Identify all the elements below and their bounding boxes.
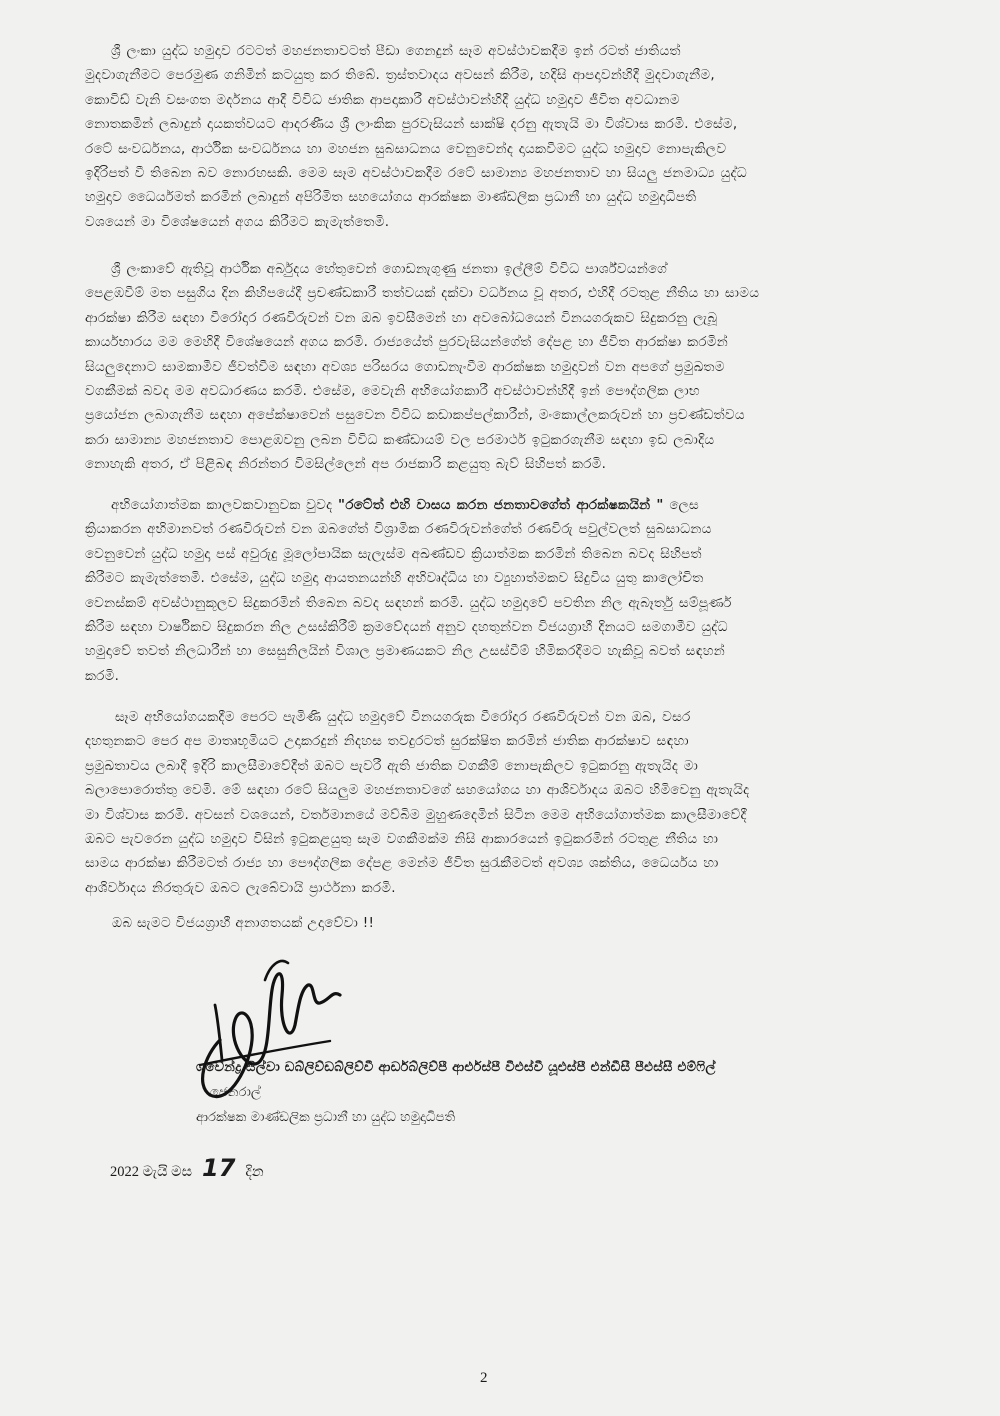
paragraph-line: වගකීමක් බවද මම අවධාරණය කරමි. එසේම, මෙවැනි අභියෝගකාරී අවස්ථාවන්හිදී ඉන් පෞද්ගලික ලාභ [85,384,700,400]
paragraph-line: සියලුදෙනාට සාමකාමීව ජීවත්වීම සඳහා අවශ්‍ය පරිසරය ගොඩනැංවීම ආරක්ෂක හමුදාවන් වන අපගේ ප්‍රමුඛතම [85,359,725,375]
paragraph-line: රටේ සංවර්ධනය, ආර්ථික සංවර්ධනය හා මහජන සුබසාධනය වෙනුවෙන්ද දායකවීමට යුද්ධ හමුදාව නොපැකිලව [85,141,727,157]
emphasized-quote: "රටේත් එහි වාසය කරන ජනතාවගේත් ආරක්ෂකයින් " [338,498,664,513]
paragraph-line: මුදවාගැනීමට පෙරමුණ ගනිමින් කටයුතු කර තිබේ. ත්‍රස්තවාදය අවසන් කිරීම, හදිසි ආපදාවන්හිදී මුදවාගැනීම, [85,68,715,84]
paragraph-line: කරමි. [85,668,120,684]
paragraph-1 [85,40,917,235]
paragraph-line: ආරක්ෂා කිරීම සඳහා වීරෝදාර රණවිරුවන් වන ඔබ ඉවසීමෙන් හා අවබෝධයෙන් විනයගරුකව සිදුකරනු ලැබූ [85,310,718,326]
paragraph-line: පෙළඹවීම් මත පසුගිය දින කිහිපයේදී ප්‍රචණ්ඩකාරී තත්වයක් දක්වා වර්ධනය වූ අතර, එහිදී රටතුළ නීතිය හා සාමය [85,286,760,302]
paragraph-3 [85,494,917,689]
paragraph-line: කිරීමට කැමැත්තෙමි. එසේම, යුද්ධ හමුදා ආයතනයන්හි අභිවෘද්ධිය හා ව්‍යුහාත්මකව සිදුවිය යුතු කාලෝචිත [85,571,704,587]
paragraph-line: සෑම අභියෝගයකදීම පෙරට පැමිණි යුද්ධ හමුදාවේ විනයගරුක වීරෝදාර රණවිරුවන් වන ඔබ, වසර [115,710,691,725]
paragraph-line: හමුදාව ධෛර්යමත් කරමින් ලබාදුන් අපිරිමිත සහයෝගය ආරක්ෂක මාණ්ඩලික ප්‍රධානී හා යුද්ධ හමුදාධිපති [85,190,697,206]
paragraph-line: කොවිඩ් වැනි වසංගත මර්දනය ආදී විවිධ ජාතික ආපදාකාරී අවස්ථාවන්හිදී යුද්ධ හමුදාව ජීවිත අවධානම [85,92,680,108]
page-number: 2 [480,1370,488,1386]
closing-wish: ඔබ සැමට විජයග්‍රාහී අනාගතයක් උදාවේවා !! [112,915,375,931]
paragraph-line: කිරීම සඳහා වාර්ෂිකව සිදුකරන නිල උසස්කිරීම් ක්‍රමවේදයන් අනුව දහතුන්වන විජයග්‍රාහී දිනයට සමගාමීව යුද්ධ [85,620,728,636]
date-line [110,1154,264,1182]
paragraph-2 [85,258,917,478]
paragraph-line: කාර්යභාරය මම මෙහිදී විශේෂයෙන් අගය කරමි. රාජ්‍යයේත් පුරවැසියන්ගේත් දේපළ හා ජීවිත ආරක්ෂා කරමින් [85,335,729,351]
paragraph-line [85,494,917,518]
signatory-rank: ජෙනරාල් [210,1085,261,1100]
line-prefix: අභියෝගාත්මක කාලවකවානුවක වුවද [111,498,339,513]
paragraph-line: හමුදාවේ තවත් නිලධාරීන් හා සෙසුනිලයින් විශාල ප්‍රමාණයකට නිල උසස්වීම් හිමිකරදීමට හැකිවූ බවත් සඳහන් [85,644,725,660]
paragraph-line: කරා සාමාන්‍ය මහජනතාව පොළඹවනු ලබන විවිධ කණ්ඩායම් වල පරමාර්ථ ඉටුකරගැනීම සඳහා ඉඩ ලබාදිය [85,432,715,448]
paragraph-line: වෙනුවෙන් යුද්ධ හමුදා පස් අවුරුදු මූලෝපායික සැලැස්ම අඛණ්ඩව ක්‍රියාත්මක කරමින් තිබෙන බවද සිහිපත් [85,546,702,562]
line-suffix: ලෙස [663,498,700,513]
paragraph-line: වෙනස්කම් අවස්ථානුකූලව සිදුකරමින් තිබෙන බවද සඳහන් කරමි. යුද්ධ හමුදාවේ පවතින නිල ඇබෑර්තු සම්පූර්ණ [85,595,732,611]
paragraph-line: බලාපොරොත්තු වෙමි. මේ සඳහා රටේ සියලුම මහජනතාවගේ සහයෝගය හා ආශිර්වාදය ඔබට හිමිවෙනු ඇතැයිද [85,783,750,799]
paragraph-line: සාමය ආරක්ෂා කිරීමටත් රාජ්‍ය හා පෞද්ගලික දේපළ මෙන්ම ජීවිත සුරැකීමටත් අවශ්‍ය ශක්තිය, ධෛර්යය හා [85,856,719,872]
date-suffix: දින [245,1163,264,1180]
date-day-handwritten: 17 [202,1154,236,1182]
signatory-name: ශවේන්ද්‍ර සිල්වා ඩබ්ලිව්ඩබ්ලිව්වී ආර්ඩබ්ලිව්පී ආර්එස්පී වීඑස්වී යූඑස්පී එන්ඩීසී පීඑස්සී එම්ෆිල් [196,1060,716,1075]
paragraph-line: ක්‍රියාකරන අභිමානවත් රණවිරුවන් වන ඔබගේත් විශ්‍රාමික රණවිරුවන්ගේත් රණවිරු පවුල්වලත් සුබසාධනය [85,522,712,538]
paragraph-line: ප්‍රයෝජන ලබාගැනීම සඳහා අපේක්ෂාවෙන් පසුවෙන විවිධ කඩාකප්පල්කාරීන්, මංකොල්ලකරුවන් හා ප්‍රචණ්ඩත්වය [85,408,745,424]
paragraph-line: ශ්‍රී ලංකා යුද්ධ හමුදාව රටටත් මහජනතාවටත් පීඩා ගෙනදුන් සෑම අවස්ථාවකදීම ඉන් රටත් ජාතියත් [111,44,681,59]
paragraph-line: වශයෙන් මා විශේෂයෙන් අගය කිරීමට කැමැත්තෙමි. [85,214,390,230]
paragraph-line: ඉදිරිපත් වී තිබෙන බව නොරහසකි. මෙම සෑම අවස්ථාවකදීම රටේ සාමාන්‍ය මහජනතාව හා සියලු ජනමාධ්‍ය යුද්ධ [85,166,748,182]
paragraph-line: ශ්‍රී ලංකාවේ ඇතිවූ ආර්ථික අර්බුදය හේතුවෙන් ගොඩනැගුණු ජනතා ඉල්ලීම් විවිධ පාර්ශ්වයන්ගේ [111,262,668,277]
signatory-title: ආරක්ෂක මාණ්ඩලික ප්‍රධානී හා යුද්ධ හමුදාධිපති [196,1110,456,1125]
paragraph-line: ඔබට පැවරෙන යුද්ධ හමුදාව විසින් ඉටුකළයුතු සෑම වගකීමක්ම නිසි ආකාරයෙන් ඉටුකරමින් රටතුළ නීතිය හා [85,832,719,848]
paragraph-line: ප්‍රමුඛතාවය ලබාදී ඉදිරි කාලසීමාවේදීත් ඔබට පැවරී ඇති ජාතික වගකීම් නොපැකිලව ඉටුකරනු ඇතැයිද මා [85,758,699,774]
paragraph-line: නොහැකි අතර, ඒ පිළිබඳ නිරන්තර විමසිල්ලෙන් අප රාජකාරි කළයුතු බැව් සිහිපත් කරමි. [85,457,607,473]
paragraph-line: දහතුනකට පෙර අප මාතෘභූමියට උදාකරදුන් නිදහස තවදුරටත් සුරක්ෂිත කරමින් ජාතික ආරක්ෂාව සඳහා [85,734,689,750]
paragraph-line: නොතකමින් ලබාදුන් දායකත්වයට ආදරණීය ශ්‍රී ලාංකික පුරවැසියන් සාක්ෂි දරනු ඇතැයි මා විශ්වාස කරමි. එසේම, [85,117,738,133]
date-year-month: 2022 මැයි මස [110,1163,192,1180]
paragraph-4 [85,706,917,901]
paragraph-line: මා විශ්වාස කරමි. අවසන් වශයෙන්, වර්තමානයේ මව්බිම මුහුණදෙමින් සිටින මෙම අභියෝගාත්මක කාලසීමාවේදී [85,807,747,823]
paragraph-line: ආශිර්වාදය නිරතුරුව ඔබට ලැබේවායි ප්‍රාර්ථනා කරමි. [85,880,396,896]
